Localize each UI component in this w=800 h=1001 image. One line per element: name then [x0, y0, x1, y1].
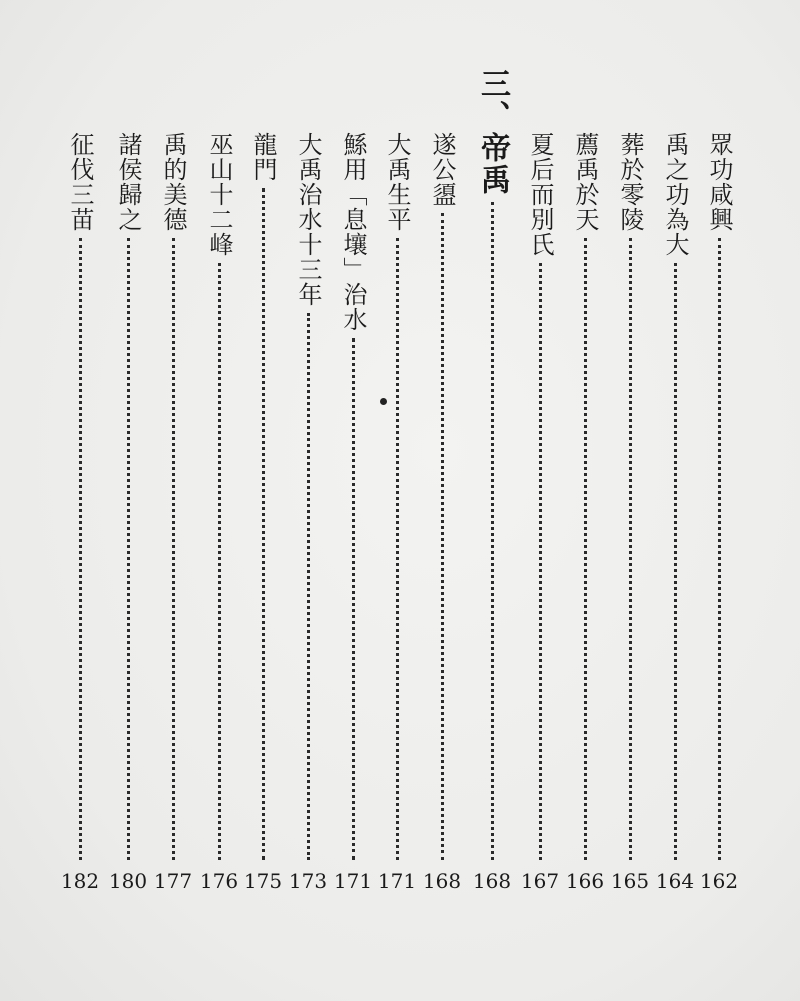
dotted-leader [491, 202, 494, 860]
dotted-leader [127, 238, 130, 860]
ink-speck [380, 398, 387, 405]
dotted-leader [307, 313, 310, 860]
dotted-leader [218, 263, 221, 860]
toc-entry-page: 171 [377, 869, 417, 893]
toc-entry-title: 大禹治水十三年 [294, 132, 322, 307]
toc-entry [288, 132, 328, 892]
toc-entry-page: 168 [422, 869, 462, 893]
toc-entry-page: 177 [153, 869, 193, 893]
toc-entry-title: 遂公盨 [428, 132, 456, 207]
dotted-leader [441, 213, 444, 860]
toc-entry-title: 禹之功為大 [661, 132, 689, 257]
dotted-leader [352, 338, 355, 860]
toc-entry [422, 132, 462, 892]
toc-entry-title: 薦禹於天 [571, 132, 599, 232]
dotted-leader [539, 263, 542, 860]
toc-entry-title: 大禹生平 [383, 132, 411, 232]
toc-entry [153, 132, 193, 892]
dotted-leader [262, 188, 265, 860]
toc-entry-page: 182 [60, 869, 100, 893]
toc-entry-title: 禹的美德 [159, 132, 187, 232]
toc-entry-page: 180 [108, 869, 148, 893]
toc-entry-page: 164 [655, 869, 695, 893]
toc-entry [199, 132, 239, 892]
toc-entry-page: 175 [243, 869, 283, 893]
dotted-leader [718, 238, 721, 860]
dotted-leader [79, 238, 82, 860]
dotted-leader [396, 238, 399, 860]
toc-entry [108, 132, 148, 892]
toc-entry [655, 132, 695, 892]
toc-entry-title: 葬於零陵 [616, 132, 644, 232]
toc-entry-title: 巫山十二峰 [205, 132, 233, 257]
toc-entry [60, 132, 100, 892]
toc-entry-title: 眾功咸興 [705, 132, 733, 232]
toc-entry-title: 諸侯歸之 [114, 132, 142, 232]
toc-entry [610, 132, 650, 892]
dotted-leader [172, 238, 175, 860]
toc-entry-page: 173 [288, 869, 328, 893]
dotted-leader [584, 238, 587, 860]
section-heading [472, 68, 512, 892]
toc-entry-title: 鯀用「息壤」治水 [339, 132, 367, 332]
toc-entry-page: 166 [565, 869, 605, 893]
dotted-leader [629, 238, 632, 860]
toc-entry [333, 132, 373, 892]
toc-entry-title: 夏后而別氏 [526, 132, 554, 257]
toc-entry-page: 165 [610, 869, 650, 893]
toc-entry [377, 132, 417, 892]
toc-entry-title: 龍門 [249, 132, 277, 182]
toc-entry [699, 132, 739, 892]
toc-entry-page: 176 [199, 869, 239, 893]
toc-entry-page: 167 [520, 869, 560, 893]
section-heading-page: 168 [472, 869, 512, 893]
toc-entry-page: 162 [699, 869, 739, 893]
toc-entry [520, 132, 560, 892]
toc-entry [243, 132, 283, 892]
toc-entry-page: 171 [333, 869, 373, 893]
toc-entry-title: 征伐三苗 [66, 132, 94, 232]
toc-entry [565, 132, 605, 892]
section-heading-title: 三、帝禹 [475, 68, 510, 196]
dotted-leader [674, 263, 677, 860]
